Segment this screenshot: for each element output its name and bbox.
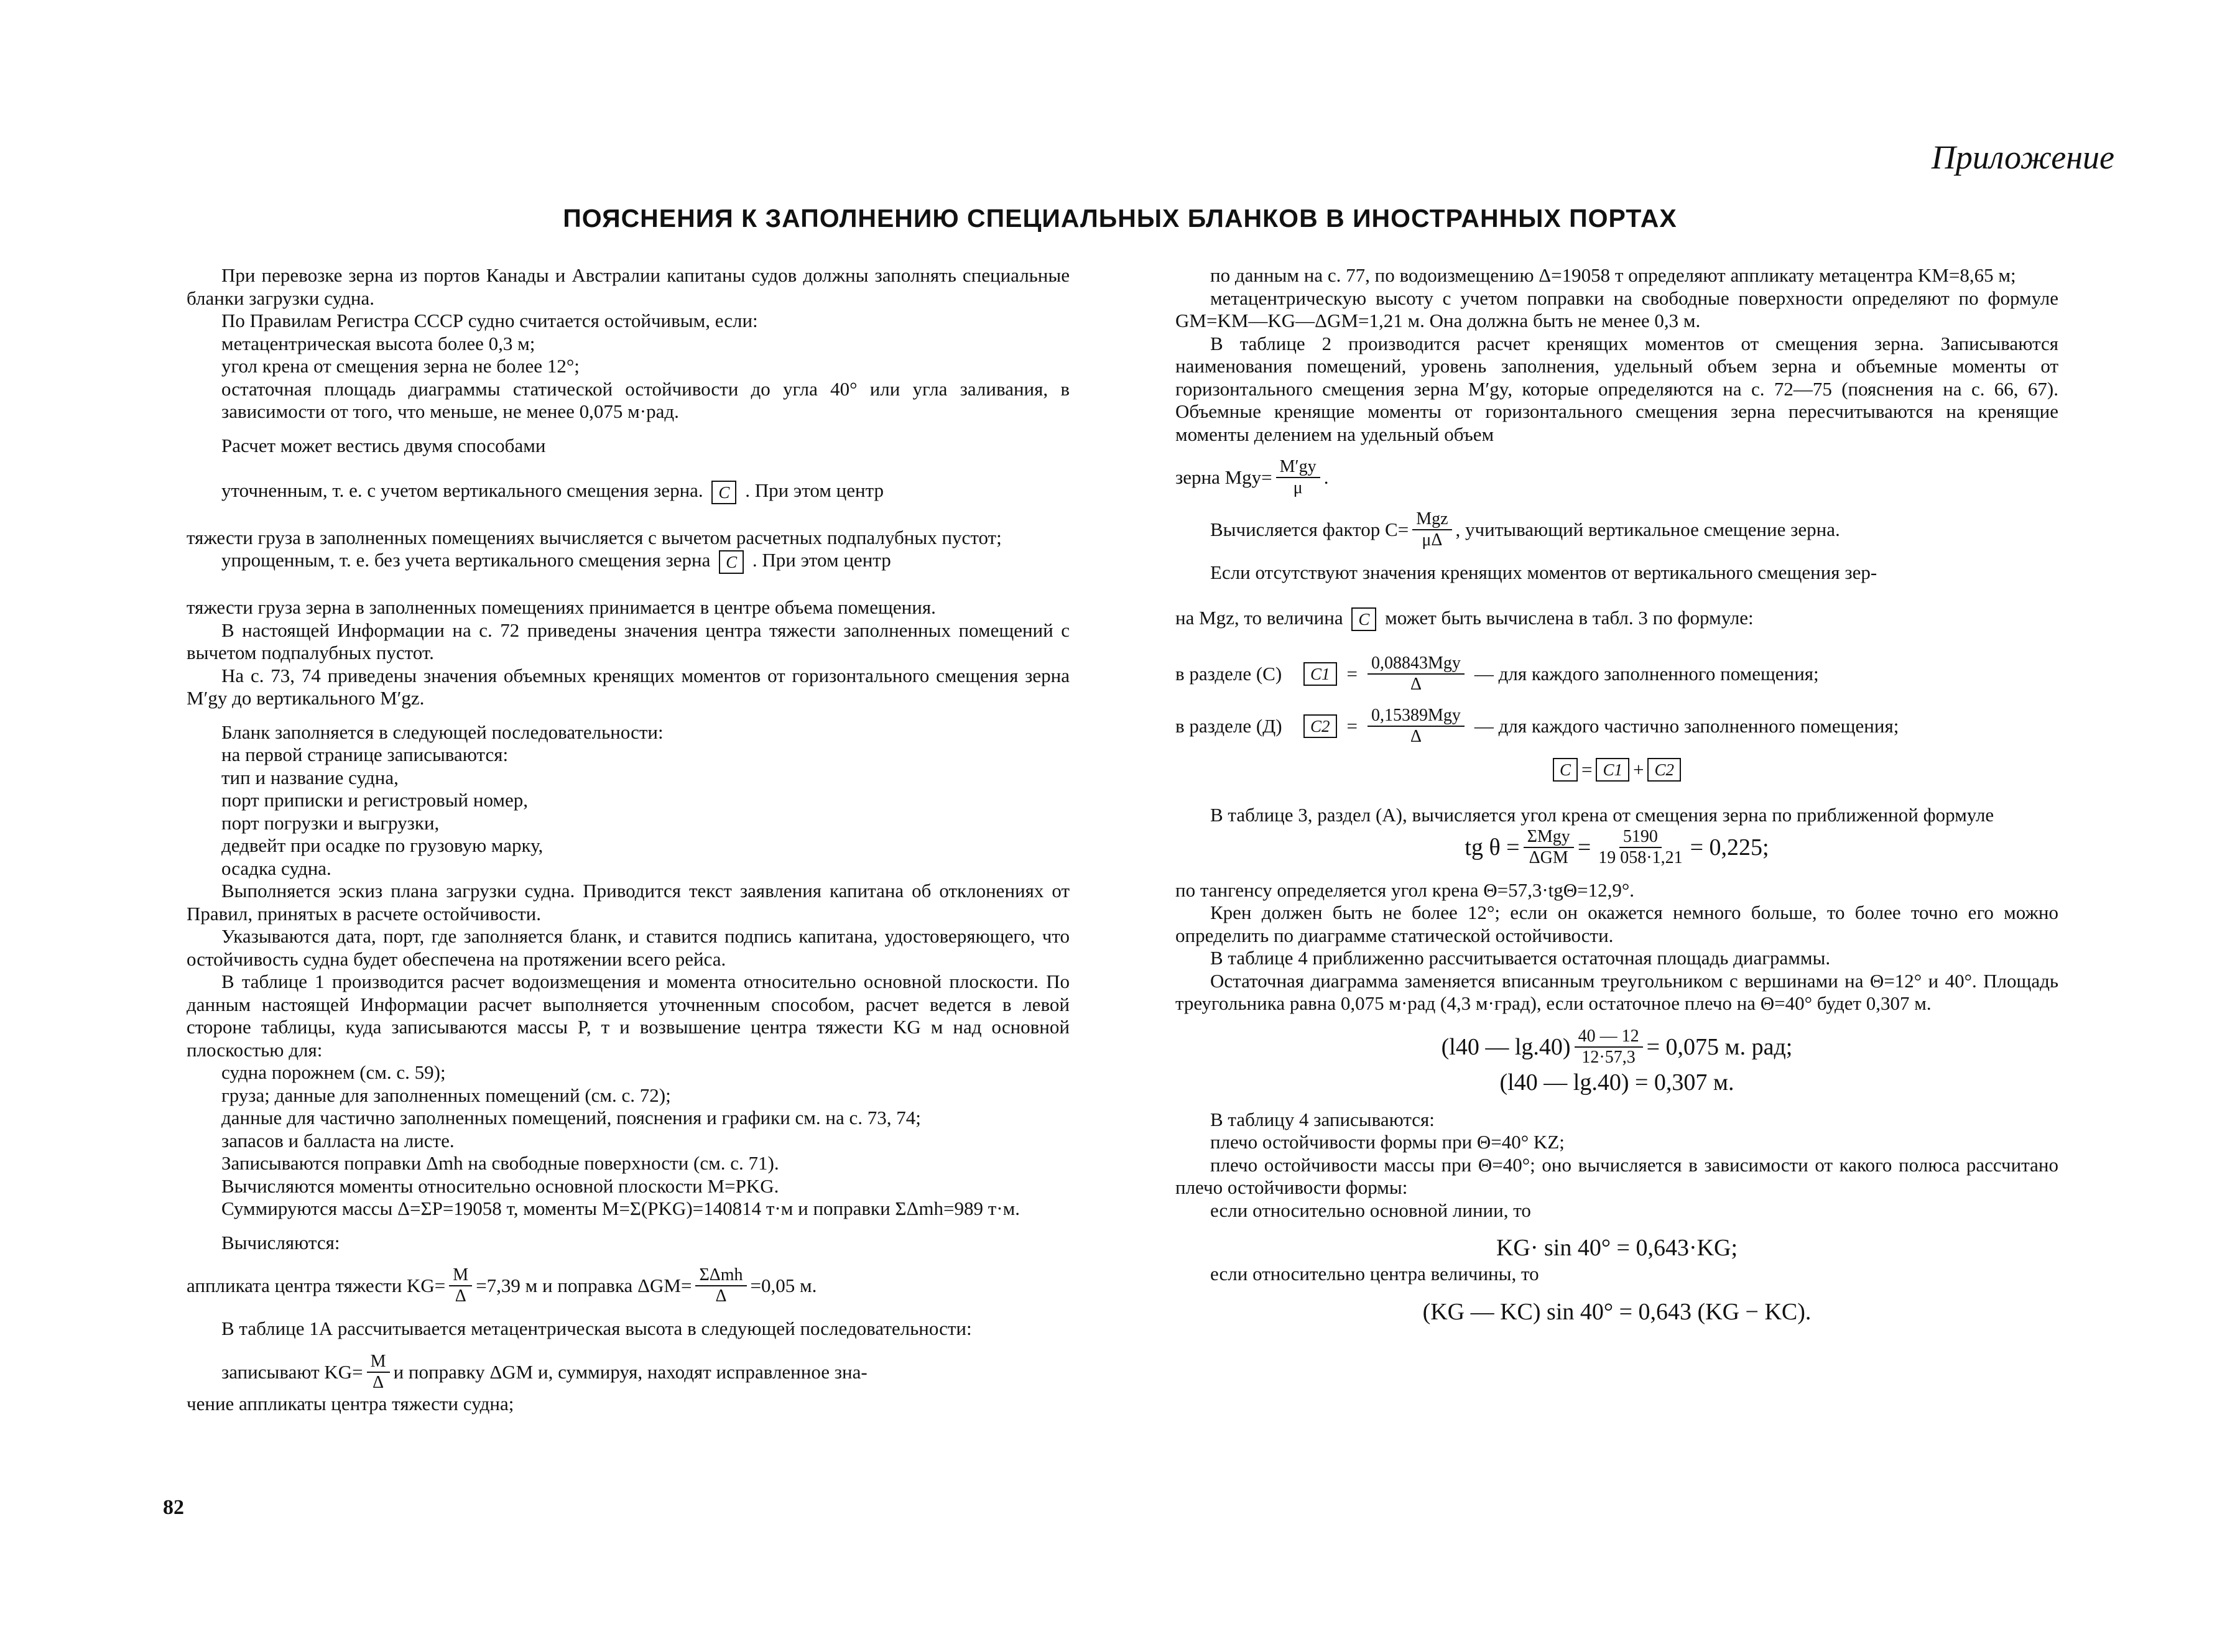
list-item: груза; данные для заполненных помещений (см. с. 72); xyxy=(221,1084,671,1106)
fraction-numerator: M xyxy=(367,1352,390,1373)
equals-sign: = xyxy=(1577,834,1591,861)
fraction-numerator: Mgz xyxy=(1412,509,1451,530)
fraction-numerator: 5190 xyxy=(1619,827,1662,848)
fraction xyxy=(367,1352,390,1393)
fraction xyxy=(1276,457,1320,498)
formula-text: записывают KG= xyxy=(221,1360,363,1383)
paragraph: В таблице 1А рассчитывается метацентрическая высота в следующей последовательности: xyxy=(221,1317,972,1340)
fraction-denominator: μΔ xyxy=(1422,530,1443,550)
sum-c-formula xyxy=(1175,758,2058,782)
formula-text: =0,05 м. xyxy=(750,1275,817,1297)
fraction-denominator: Δ xyxy=(455,1286,466,1306)
paragraph: Расчет может вестись двумя способами xyxy=(221,434,546,456)
list-item: запасов и балласта на листе. xyxy=(221,1129,455,1151)
page-title: ПОЯСНЕНИЯ К ЗАПОЛНЕНИЮ СПЕЦИАЛЬНЫХ БЛАНКОВ В ИНОСТРАННЫХ ПОРТАХ xyxy=(563,204,1677,233)
paragraph: В таблице 2 производится расчет кренящих моментов от смещения зерна. Записываются наименования помещений, уровень заполнения, удельный объем зерна и объемные моменты от горизонтального смещения зерна M′gy, которые определяются на с. 72—75 (пояснения на с. 66, 67). Объемные кренящие моменты от горизонтального смещения зерна пересчитываются на кренящие моменты делением на удельный объем xyxy=(1175,332,2058,445)
factor-c-box: C xyxy=(719,550,744,574)
plus-sign: + xyxy=(1633,759,1644,781)
formula-text: (l40 — lg.40) xyxy=(1441,1033,1571,1060)
paragraph: В таблице 1 производится расчет водоизмещения и момента относительно основной плоскости. По данным настоящей Информации расчет выполняется уточненным способом, расчет ведется в левой стороне таблицы, куда записываются массы P, т и возвышение центра тяжести KG м над основной плоскостью для: xyxy=(187,971,1070,1061)
paragraph: В таблицу 4 записываются: xyxy=(1210,1108,1435,1130)
paragraph: Если отсутствуют значения кренящих моментов от вертикального смещения зер- xyxy=(1210,561,1877,583)
list-item: судна порожнем (см. с. 59); xyxy=(221,1061,446,1084)
equals-sign: = xyxy=(1346,663,1358,685)
section-text: — для каждого заполненного помещения; xyxy=(1474,663,1819,685)
formula-text: зерна Mgy= xyxy=(1175,466,1272,488)
equals-sign: = xyxy=(1346,715,1358,737)
condition-item: метацентрическая высота более 0,3 м; xyxy=(221,332,535,354)
formula-text: может быть вычислена в табл. 3 по формуле: xyxy=(1385,606,1754,629)
paragraph: Выполняется эскиз плана загрузки судна. Приводится текст заявления капитана об отклонениях от Правил, принятых в расчете остойчивости. xyxy=(187,880,1070,925)
formula-text: Вычисляется фактор C= xyxy=(1210,518,1409,540)
formula-mgy xyxy=(1175,457,2058,498)
formula-factor-c xyxy=(1175,509,2058,550)
paragraph: тяжести груза в заполненных помещениях вычисляется с вычетом расчетных подпалубных пустот; xyxy=(187,526,1002,548)
paragraph: Вычисляются моменты относительно основной плоскости M=PKG. xyxy=(221,1174,779,1197)
paragraph: На с. 73, 74 приведены значения объемных кренящих моментов от горизонтального смещения зерна M′gy до вертикального M′gz. xyxy=(187,664,1070,709)
fraction xyxy=(1368,653,1465,694)
equals-sign: = xyxy=(1581,759,1593,781)
method-simplified xyxy=(187,549,1070,574)
paragraph: Крен должен быть не более 12°; если он окажется немного больше, то более точно его можно определить по диаграмме статической остойчивости. xyxy=(1175,902,2058,946)
factor-c-box: C xyxy=(1351,607,1376,631)
fraction-numerator: 40 — 12 xyxy=(1575,1027,1643,1048)
paragraph: По Правилам Регистра СССР судно считается остойчивым, если: xyxy=(221,310,758,331)
list-item: на первой странице записываются: xyxy=(221,744,509,766)
list-item: плечо остойчивости формы при Θ=40° KZ; xyxy=(1210,1131,1565,1153)
list-item: если относительно основной линии, то xyxy=(1210,1199,1531,1221)
method-text: . При этом центр xyxy=(745,479,884,501)
paragraph: чение аппликаты центра тяжести судна; xyxy=(187,1392,514,1414)
formula-text: на Mgz, то величина xyxy=(1175,606,1343,629)
list-item: осадка судна. xyxy=(221,857,331,879)
fraction-denominator: Δ xyxy=(373,1372,384,1392)
formula-residual-arm: (l40 — lg.40) = 0,307 м. xyxy=(1499,1069,1734,1096)
formula-text: = 0,225; xyxy=(1690,834,1769,861)
method-text: уточненным, т. е. с учетом вертикального смещения зерна. xyxy=(221,479,703,501)
right-column xyxy=(1175,264,2058,1327)
fraction xyxy=(1524,827,1574,868)
fraction xyxy=(1575,1027,1643,1068)
method-refined xyxy=(187,479,1070,504)
method-text: упрощенным, т. е. без учета вертикального смещения зерна xyxy=(221,549,711,571)
paragraph: плечо остойчивости массы при Θ=40°; оно вычисляется в зависимости от какого полюса рассчитано плечо остойчивости формы: xyxy=(1175,1153,2058,1199)
formula-text: =7,39 м и поправка ΔGM= xyxy=(476,1275,692,1297)
paragraph: тяжести груза зерна в заполненных помещениях принимается в центре объема помещения. xyxy=(187,596,936,619)
method-text: . При этом центр xyxy=(752,549,891,571)
formula-tg xyxy=(1175,827,2058,868)
page-number: 82 xyxy=(163,1496,184,1519)
fraction-denominator: Δ xyxy=(1410,675,1422,694)
fraction-numerator: 0,15389Mgy xyxy=(1368,706,1465,727)
fraction-numerator: ΣMgy xyxy=(1524,827,1574,848)
fraction xyxy=(449,1265,472,1306)
paragraph: Остаточная диаграмма заменяется вписанным треугольником с вершинами на Θ=12° и 40°. Площадь треугольника равна 0,075 м·рад (4,3 м·град), если остаточное плечо на Θ=40° будет 0,307 м. xyxy=(1175,969,2058,1015)
fraction-numerator: M′gy xyxy=(1276,457,1320,478)
formula-area xyxy=(1175,1027,2058,1068)
fraction-denominator: μ xyxy=(1293,478,1303,497)
fraction xyxy=(1412,509,1451,550)
paragraph: по данным на с. 77, по водоизмещению Δ=19058 т определяют аппликату метацентра KM=8,65 м; xyxy=(1210,264,2016,286)
paragraph: В таблице 3, раздел (А), вычисляется угол крена от смещения зерна по приближенной формуле xyxy=(1210,804,1994,826)
fraction xyxy=(1368,706,1465,747)
paragraph: В настоящей Информации на с. 72 приведены значения центра тяжести заполненных помещений с вычетом подпалубных пустот. xyxy=(187,619,1070,664)
formula-kg xyxy=(187,1265,1070,1306)
paragraph: При перевозке зерна из портов Канады и Австралии капитаны судов должны заполнять специальные бланки загрузки судна. xyxy=(187,264,1070,309)
formula-sin-kg: KG· sin 40° = 0,643·KG; xyxy=(1496,1235,1738,1262)
fraction-denominator: Δ xyxy=(715,1286,727,1306)
factor-c-box: C xyxy=(711,481,736,504)
fraction-numerator: 0,08843Mgy xyxy=(1368,653,1465,675)
factor-c1-box: C1 xyxy=(1596,758,1629,782)
formula-record-kg xyxy=(187,1352,1070,1393)
fraction-numerator: ΣΔmh xyxy=(695,1265,746,1286)
section-c-formula xyxy=(1175,653,2058,694)
fraction-denominator: 19 058·1,21 xyxy=(1598,847,1683,867)
formula-text: tg θ = xyxy=(1465,834,1520,861)
paragraph: Указываются дата, порт, где заполняется бланк, и ставится подпись капитана, удостоверяющего, что остойчивость судна будет обеспечена на протяжении всего рейса. xyxy=(187,925,1070,970)
formula-text: и поправку ΔGM и, суммируя, находят исправленное зна- xyxy=(393,1360,868,1383)
formula-sin-kg-kc: (KG — KC) sin 40° = 0,643 (KG − KC). xyxy=(1422,1298,1812,1325)
paragraph: Бланк заполняется в следующей последовательности: xyxy=(221,721,664,743)
paragraph: метацентрическую высоту с учетом поправки на свободные поверхности определяют по формуле GM=KM—KG—ΔGM=1,21 м. Она должна быть не менее 0,3 м. xyxy=(1175,287,2058,331)
fraction xyxy=(1594,827,1686,868)
section-label: в разделе (С) xyxy=(1175,663,1282,685)
fraction-numerator: M xyxy=(449,1265,472,1286)
fraction-denominator: 12·57,3 xyxy=(1581,1047,1636,1067)
list-item: данные для частично заполненных помещений, пояснения и графики см. на с. 73, 74; xyxy=(221,1107,921,1129)
section-d-formula xyxy=(1175,706,2058,747)
paragraph: Суммируются массы Δ=ΣP=19058 т, моменты M=Σ(PKG)=140814 т·м и поправки ΣΔmh=989 т·м. xyxy=(221,1197,1020,1220)
fraction xyxy=(695,1265,746,1306)
left-column xyxy=(187,264,1070,1415)
factor-c-box: C xyxy=(1553,758,1578,782)
section-text: — для каждого частично заполненного помещения; xyxy=(1474,715,1899,737)
factor-c2-box: C2 xyxy=(1303,714,1337,738)
formula-text: . xyxy=(1323,466,1329,488)
list-item: порт погрузки и выгрузки, xyxy=(221,811,440,834)
list-item: дедвейт при осадке по грузовую марку, xyxy=(221,834,544,857)
paragraph: Записываются поправки Δmh на свободные поверхности (см. с. 71). xyxy=(221,1152,779,1174)
list-item: если относительно центра величины, то xyxy=(1210,1263,1539,1285)
fraction-denominator: Δ xyxy=(1410,727,1422,747)
list-item: порт приписки и регистровый номер, xyxy=(221,789,529,811)
paragraph: В таблице 4 приближенно рассчитывается остаточная площадь диаграммы. xyxy=(1210,947,1831,969)
factor-c1-box: C1 xyxy=(1303,662,1337,686)
formula-text: аппликата центра тяжести KG= xyxy=(187,1275,446,1297)
formula-text: = 0,075 м. рад; xyxy=(1646,1033,1793,1060)
appendix-label: Приложение xyxy=(1931,139,2114,176)
paragraph: Вычисляются: xyxy=(221,1231,340,1253)
formula-intro xyxy=(1175,607,2058,632)
factor-c2-box: C2 xyxy=(1647,758,1681,782)
list-item: тип и название судна, xyxy=(221,766,399,788)
fraction-denominator: ΔGM xyxy=(1529,847,1568,867)
condition-item: остаточная площадь диаграммы статической остойчивости до угла 40° или угла заливания, в зависимости от того, что меньше, не менее 0,075 м·рад. xyxy=(221,377,1070,422)
formula-text: , учитывающий вертикальное смещение зерна. xyxy=(1455,518,1840,540)
condition-item: угол крена от смещения зерна не более 12°; xyxy=(221,355,580,377)
section-label: в разделе (Д) xyxy=(1175,715,1282,737)
paragraph: по тангенсу определяется угол крена Θ=57,3·tgΘ=12,9°. xyxy=(1175,879,1635,901)
